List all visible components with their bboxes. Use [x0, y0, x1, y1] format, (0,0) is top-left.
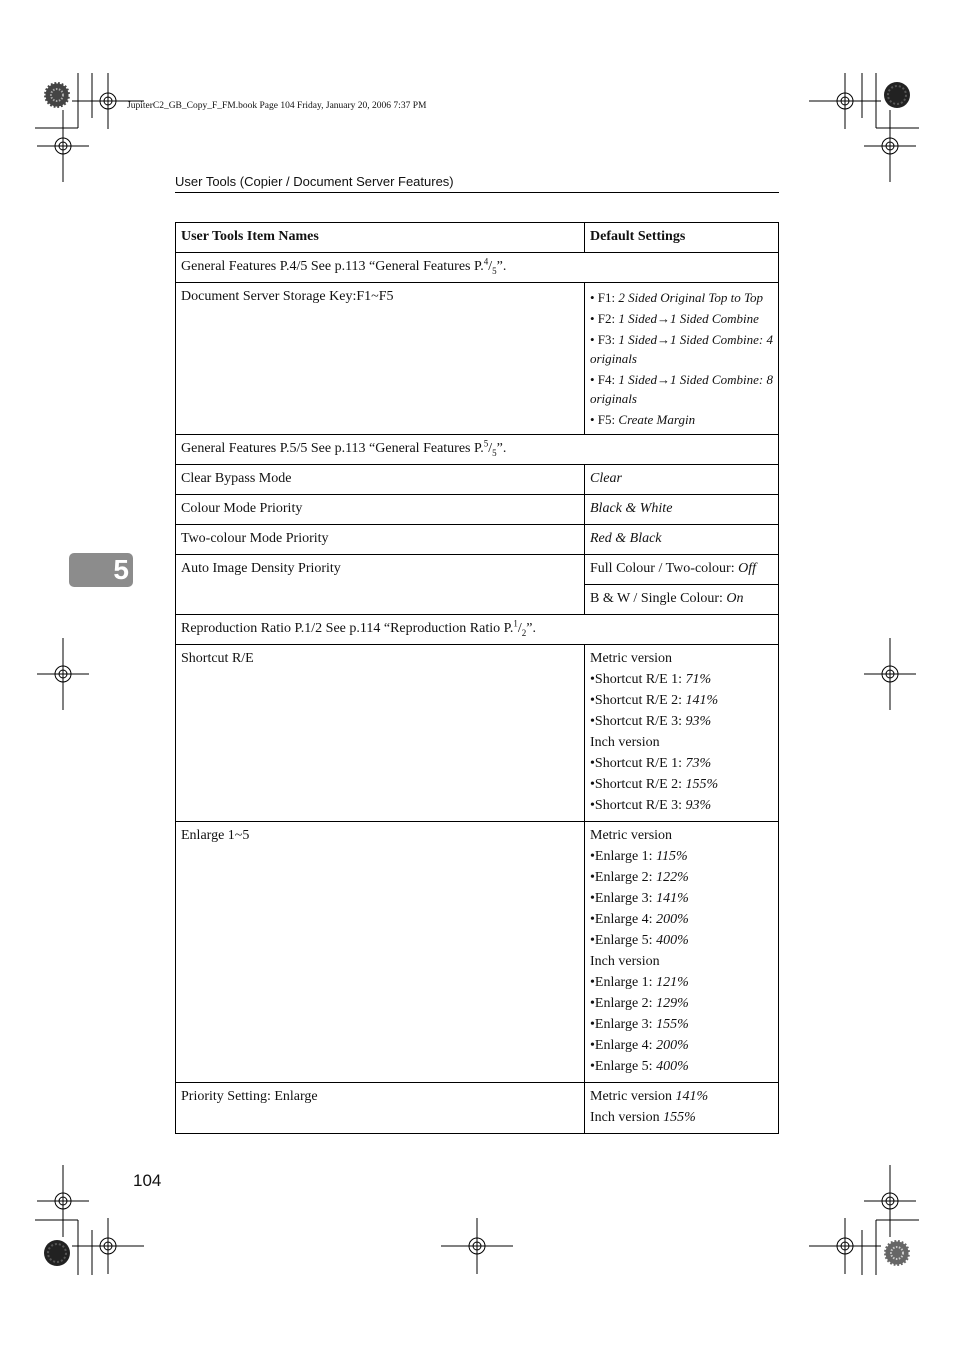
list-item: • F5: Create Margin	[590, 412, 696, 427]
list-item: • F3: 1 Sided→1 Sided Combine: 4 originals	[590, 332, 773, 366]
section-text: General Features P.5/5 See p.113 “General Features P.	[181, 441, 484, 456]
list-item: •Shortcut R/E 1: 71%	[590, 672, 712, 687]
print-info: JupiterC2_GB_Copy_F_FM.book Page 104 Friday, January 20, 2006 7:37 PM	[127, 101, 427, 111]
list-item: Inch version 155%	[590, 1110, 696, 1125]
list-item: •Enlarge 4: 200%	[590, 912, 689, 927]
section-end: ”.	[496, 259, 507, 274]
table-row	[176, 645, 779, 822]
list-item: •Enlarge 3: 155%	[590, 1017, 689, 1032]
section-end: ”.	[496, 441, 507, 456]
chapter-tab: 5	[69, 553, 133, 587]
list-item: •Enlarge 3: 141%	[590, 891, 689, 906]
list-item: • F1: 2 Sided Original Top to Top	[590, 290, 764, 305]
fraction-numerator: 5	[483, 438, 489, 449]
version-label: Inch version	[590, 954, 660, 969]
item-name: Two-colour Mode Priority	[176, 525, 585, 555]
list-item: •Enlarge 4: 200%	[590, 1038, 689, 1053]
list-item: •Shortcut R/E 2: 141%	[590, 693, 719, 708]
item-name: Priority Setting: Enlarge	[176, 1083, 585, 1134]
table-row	[176, 525, 779, 555]
table-row	[176, 283, 779, 435]
table-row	[176, 1083, 779, 1134]
fraction-slash: /	[488, 259, 493, 274]
item-name: Colour Mode Priority	[176, 495, 585, 525]
fraction-denominator: 5	[492, 265, 497, 276]
list-item: •Shortcut R/E 3: 93%	[590, 714, 712, 729]
default-value: B & W / Single Colour: On	[585, 585, 779, 615]
item-name: Enlarge 1~5	[176, 822, 585, 1083]
list-item: •Enlarge 5: 400%	[590, 1059, 689, 1074]
table-row	[176, 495, 779, 525]
default-value: Red & Black	[585, 525, 779, 555]
section-row-general-features-4	[176, 253, 779, 283]
section-heading	[176, 253, 779, 283]
list-item: •Enlarge 2: 129%	[590, 996, 689, 1011]
fraction-slash: /	[488, 441, 493, 456]
list-item: •Enlarge 2: 122%	[590, 870, 689, 885]
section-heading	[176, 615, 779, 645]
item-name: Shortcut R/E	[176, 645, 585, 822]
list-item: •Shortcut R/E 1: 73%	[590, 756, 712, 771]
list-item: •Shortcut R/E 3: 93%	[590, 798, 712, 813]
header-rule	[175, 192, 779, 193]
fraction-denominator: 2	[521, 627, 527, 638]
running-header: User Tools (Copier / Document Server Features)	[175, 174, 454, 189]
version-label: Metric version	[590, 828, 673, 843]
list-item: • F2: 1 Sided→1 Sided Combine	[590, 311, 759, 326]
default-value: Full Colour / Two-colour: Off	[585, 555, 779, 585]
list-item: •Enlarge 5: 400%	[590, 933, 689, 948]
item-name: Document Server Storage Key:F1~F5	[176, 283, 585, 435]
list-item: •Shortcut R/E 2: 155%	[590, 777, 719, 792]
fraction-slash: /	[517, 621, 522, 636]
default-value-list	[585, 283, 779, 435]
list-item: •Enlarge 1: 121%	[590, 975, 689, 990]
column-header-default-settings: Default Settings	[585, 223, 779, 253]
table-row	[176, 822, 779, 1083]
version-label: Metric version	[590, 651, 673, 666]
section-text: General Features P.4/5 See p.113 “General Features P.	[181, 259, 484, 274]
page-number: 104	[133, 1171, 162, 1190]
table-row	[176, 555, 779, 585]
version-label: Inch version	[590, 735, 660, 750]
item-name: Clear Bypass Mode	[176, 465, 585, 495]
default-value: Black & White	[585, 495, 779, 525]
table-header-row	[176, 223, 779, 253]
settings-table	[175, 222, 779, 1134]
section-end: ”.	[526, 621, 536, 636]
default-value-list	[585, 822, 779, 1083]
default-value: Clear	[585, 465, 779, 495]
section-heading	[176, 435, 779, 465]
list-item: • F4: 1 Sided→1 Sided Combine: 8 originals	[590, 372, 773, 406]
section-row-general-features-5	[176, 435, 779, 465]
fraction-denominator: 5	[492, 447, 497, 458]
item-name: Auto Image Density Priority	[176, 555, 585, 615]
section-text: Reproduction Ratio P.1/2 See p.114 “Reproduction Ratio P.	[181, 621, 514, 636]
list-item: •Enlarge 1: 115%	[590, 849, 688, 864]
list-item: Metric version 141%	[590, 1089, 709, 1104]
fraction-numerator: 4	[483, 256, 489, 267]
default-value-list	[585, 1083, 779, 1134]
section-row-reproduction-ratio	[176, 615, 779, 645]
table-row	[176, 465, 779, 495]
column-header-item-names: User Tools Item Names	[176, 223, 585, 253]
fraction-numerator: 1	[513, 618, 518, 629]
default-value-list	[585, 645, 779, 822]
